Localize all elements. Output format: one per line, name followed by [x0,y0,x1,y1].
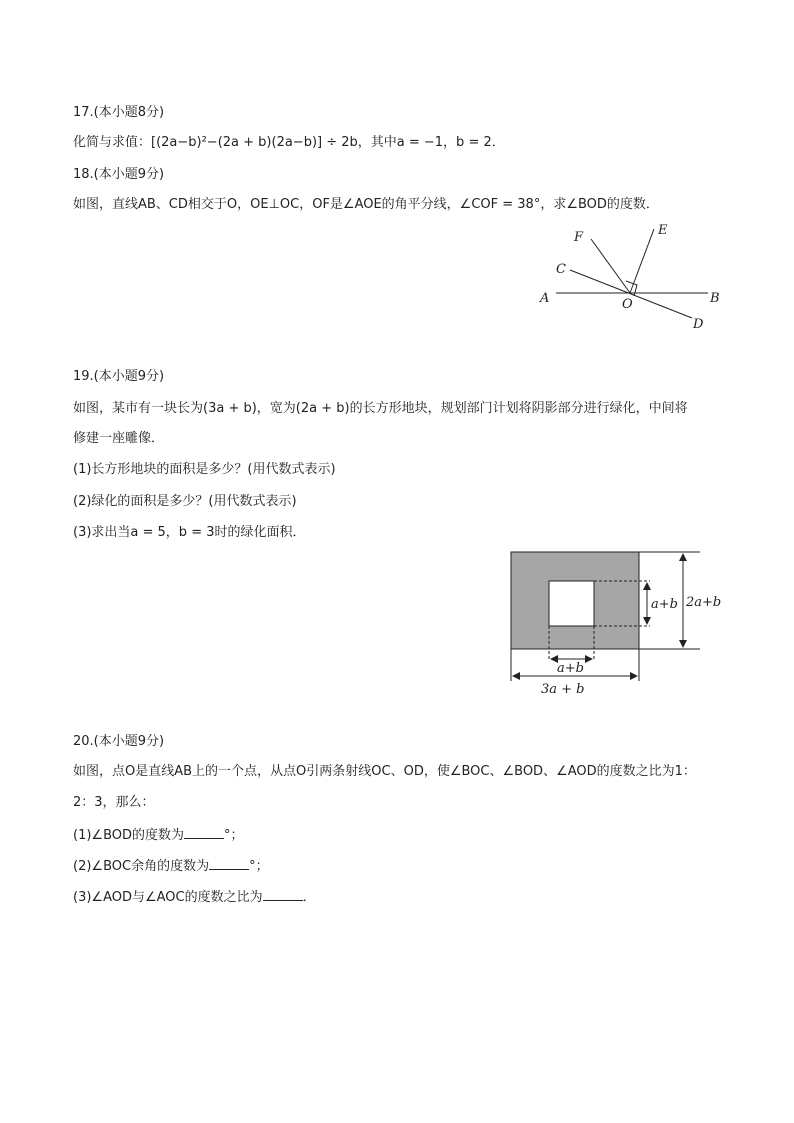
q20-text-1: 如图，点O是直线AB上的一个点，从点O引两条射线OC、OD，使∠BOC、∠BOD、∠AOD的度数之比为1： [73,764,696,779]
q20-sub-2 [73,857,269,876]
q18-figure [530,220,730,335]
q18-text: 如图，直线AB、CD相交于O，OE⊥OC，OF是∠AOE的角平分线，∠COF = 38°，求∠BOD的度数． [73,197,659,212]
label-e: E [658,223,668,238]
label-outer-height: 2a+b [686,595,722,610]
q20-sub-1-text: (1)∠BOD的度数为 [73,828,185,843]
answer-blank[interactable] [184,826,224,839]
label-f: F [574,230,584,245]
q20-sub-2-text: (2)∠BOC余角的度数为 [73,859,210,874]
statue-square [549,581,594,626]
q18-header: 18.(本小题9分) [73,167,165,182]
label-c: C [556,262,566,277]
q20-sub-2-unit: °； [249,859,269,874]
label-d: D [693,317,704,332]
q20-text-2: 2：3，那么： [73,795,155,810]
answer-blank[interactable] [209,857,249,870]
ray-of [591,239,630,293]
q19-sub-3: (3)求出当a = 5，b = 3时的绿化面积． [73,525,306,540]
label-inner-height: a+b [651,597,678,612]
q19-header: 19.(本小题9分) [73,369,165,384]
q19-sub-1: (1)长方形地块的面积是多少？(用代数式表示) [73,462,336,477]
q20-header: 20.(本小题9分) [73,734,165,749]
label-b: B [710,291,720,306]
label-inner-width: a+b [557,661,584,676]
label-o: O [622,297,633,312]
q17-header: 17.(本小题8分) [73,105,165,120]
q20-sub-3 [73,888,316,907]
q17-text: 化简与求值：[(2a−b)²−(2a + b)(2a−b)] ÷ 2b，其中a = −1，b = 2． [73,135,505,150]
answer-blank[interactable] [263,888,303,901]
q20-sub-3-end: ． [302,890,316,905]
q19-sub-2: (2)绿化的面积是多少？(用代数式表示) [73,494,297,509]
q19-text-2: 修建一座雕像． [73,431,165,446]
q20-sub-1 [73,826,244,845]
q20-sub-1-unit: °； [224,828,244,843]
q20-sub-3-text: (3)∠AOD与∠AOC的度数之比为 [73,890,263,905]
q19-text-1: 如图，某市有一块长为(3a + b)，宽为(2a + b)的长方形地块，规划部门计划将阴影部分进行绿化，中间将 [73,401,688,416]
q19-figure [500,545,730,700]
label-outer-width: 3a + b [541,682,585,697]
label-a: A [540,291,550,306]
